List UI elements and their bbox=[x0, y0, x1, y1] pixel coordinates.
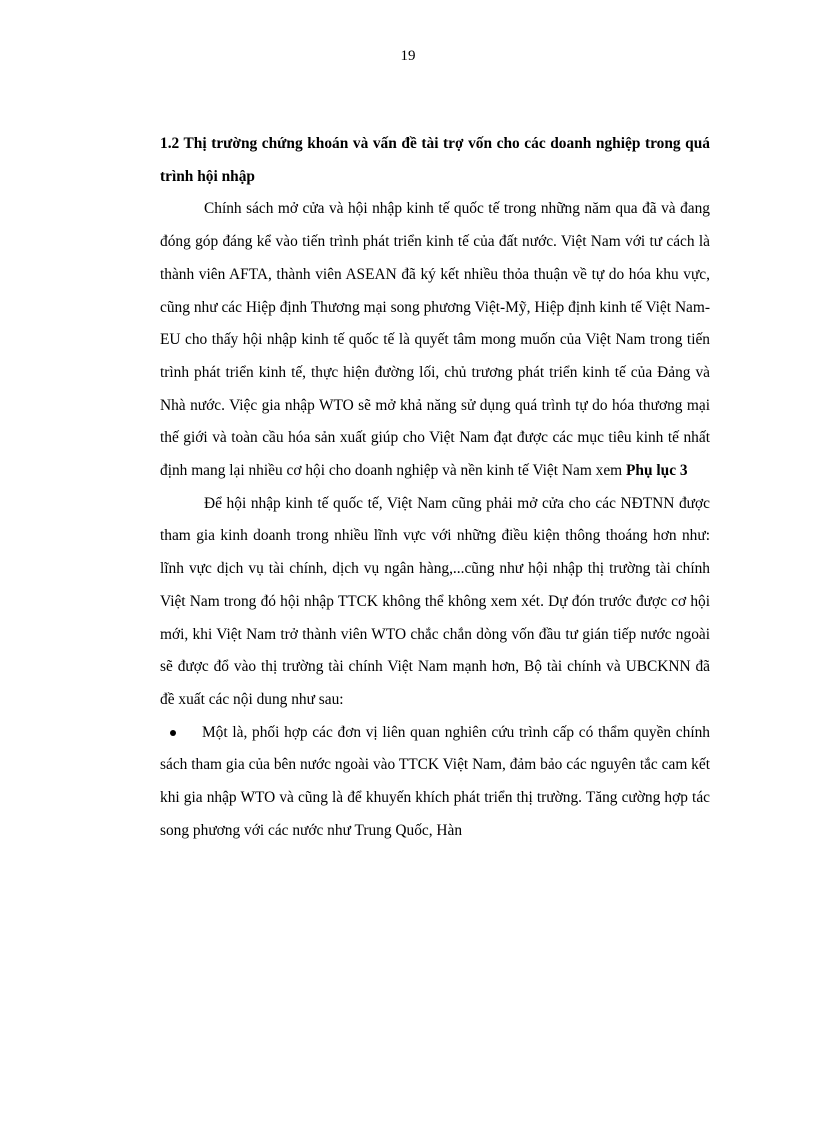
paragraph-2: Để hội nhập kinh tế quốc tế, Việt Nam cũng phải mở cửa cho các NĐTNN được tham gia kinh doanh trong nhiều lĩnh vực với những điều kiện thông thoáng hơn như: lĩnh vực dịch vụ tài chính, dịch vụ ngân hàng,...cũng như hội nhập thị trường tài chính Việt Nam trong đó hội nhập TTCK không thể không xem xét. Dự đón trước được cơ hội mới, khi Việt Nam trở thành viên WTO chắc chắn dòng vốn đầu tư gián tiếp nước ngoài sẽ được đổ vào thị trường tài chính Việt Nam mạnh hơn, Bộ tài chính và UBCKNN đã đề xuất các nội dung như sau: bbox=[160, 494, 710, 708]
bullet-dot-icon bbox=[170, 730, 176, 736]
paragraph-1-text: Chính sách mở cửa và hội nhập kinh tế quốc tế trong những năm qua đã và đang đóng góp đáng kể vào tiến trình phát triển kinh tế của đất nước. Việt Nam với tư cách là thành viên AFTA, thành viên ASEAN đã ký kết nhiều thỏa thuận về tự do hóa khu vực, cũng như các Hiệp định Thương mại song phương Việt-Mỹ, Hiệp định kinh tế Việt Nam-EU cho thấy hội nhập kinh tế quốc tế là quyết tâm mong muốn của Việt Nam trong tiến trình phát triển kinh tế, thực hiện đường lối, chủ trương phát triển kinh tế của Đảng và Nhà nước. Việc gia nhập WTO sẽ mở khả năng sử dụng quá trình tự do hóa thương mại thế giới và toàn cầu hóa sản xuất giúp cho Việt Nam đạt được các mục tiêu kinh tế nhất định mang lại nhiều cơ hội cho doanh nghiệp và nền kinh tế Việt Nam xem bbox=[160, 200, 710, 480]
appendix-reference: Phụ lục 3 bbox=[626, 462, 688, 480]
bullet-item bbox=[160, 717, 710, 848]
paragraph-1 bbox=[160, 193, 710, 487]
page-number: 19 bbox=[400, 48, 416, 64]
section-heading: 1.2 Thị trường chứng khoán và vấn đề tài trợ vốn cho các doanh nghiệp trong quá trình hội nhập bbox=[160, 135, 710, 185]
bullet-item-text: Một là, phối hợp các đơn vị liên quan nghiên cứu trình cấp có thẩm quyền chính sách tham gia của bên nước ngoài vào TTCK Việt Nam, đảm bảo các nguyên tắc cam kết khi gia nhập WTO và cũng là để khuyến khích phát triển thị trường. Tăng cường hợp tác song phương với các nước như Trung Quốc, Hàn bbox=[160, 723, 710, 839]
document-body bbox=[160, 128, 710, 847]
